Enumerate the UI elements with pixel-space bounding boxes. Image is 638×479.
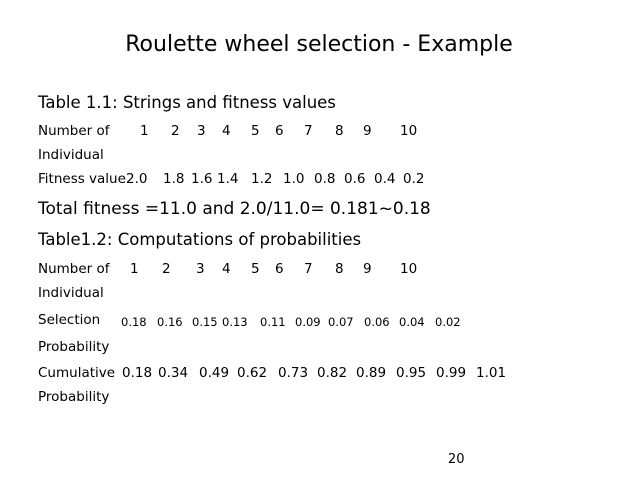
- table2-number-label: Number of: [38, 261, 110, 277]
- table2-selection-1: 0.18: [121, 315, 147, 329]
- table1-individual-2: 2: [171, 123, 180, 139]
- table1-individual-6: 6: [275, 123, 284, 139]
- table2-selection-2: 0.16: [157, 315, 183, 329]
- table2-cumulative-2: 0.34: [158, 365, 189, 381]
- table2-cumulative-7: 0.89: [356, 365, 387, 381]
- table2-selection-3: 0.15: [192, 315, 218, 329]
- table2-selection-7: 0.07: [328, 315, 354, 329]
- table2-individual-1: 1: [130, 261, 139, 277]
- table1-fitness-5: 1.2: [251, 171, 273, 187]
- table2-cumulative-6: 0.82: [317, 365, 348, 381]
- table1-individual-4: 4: [222, 123, 231, 139]
- total-fitness-line: Total fitness =11.0 and 2.0/11.0= 0.181~0.18: [38, 199, 431, 219]
- table1-fitness-7: 0.8: [314, 171, 336, 187]
- table2-individual-3: 3: [196, 261, 205, 277]
- table1-fitness-3: 1.6: [191, 171, 213, 187]
- table1-individual-label: Individual: [38, 147, 104, 163]
- table2-individual-10: 10: [400, 261, 418, 277]
- table2-cumulative-8: 0.95: [396, 365, 427, 381]
- table1-fitness-6: 1.0: [283, 171, 305, 187]
- table2-selection-4: 0.13: [222, 315, 248, 329]
- table1-fitness-label: Fitness value: [38, 171, 126, 187]
- table2-cumulative-label: Cumulative: [38, 365, 116, 381]
- table1-fitness-4: 1.4: [217, 171, 239, 187]
- table1-fitness-8: 0.6: [344, 171, 366, 187]
- table2-cumulative-1: 0.18: [122, 365, 153, 381]
- table1-fitness-1: 2.0: [126, 171, 148, 187]
- table1-fitness-2: 1.8: [163, 171, 185, 187]
- table2-caption: Table1.2: Computations of probabilities: [38, 230, 362, 249]
- table2-individual-4: 4: [222, 261, 231, 277]
- table2-individual-9: 9: [363, 261, 372, 277]
- table1-individual-3: 3: [197, 123, 206, 139]
- table1-individual-10: 10: [400, 123, 418, 139]
- table1-individual-7: 7: [304, 123, 313, 139]
- table2-selection-6: 0.09: [295, 315, 321, 329]
- table1-individual-9: 9: [363, 123, 372, 139]
- table1-individual-1: 1: [140, 123, 149, 139]
- table2-cumulative-5: 0.73: [278, 365, 309, 381]
- table2-individual-6: 6: [275, 261, 284, 277]
- table2-selection-8: 0.06: [364, 315, 390, 329]
- table2-individual-2: 2: [162, 261, 171, 277]
- table2-individual-label: Individual: [38, 285, 104, 301]
- page-number: 20: [448, 452, 465, 467]
- table1-individual-5: 5: [251, 123, 260, 139]
- table2-selection-10: 0.02: [435, 315, 461, 329]
- table2-individual-5: 5: [251, 261, 260, 277]
- table2-cumulative-3: 0.49: [199, 365, 230, 381]
- table1-fitness-9: 0.4: [374, 171, 396, 187]
- table2-selection-label: Selection: [38, 312, 101, 328]
- slide-title: Roulette wheel selection - Example: [125, 32, 513, 57]
- table2-individual-7: 7: [304, 261, 313, 277]
- table2-cumulative-4: 0.62: [237, 365, 268, 381]
- table2-cumulative-10: 1.01: [476, 365, 507, 381]
- table1-fitness-10: 0.2: [403, 171, 425, 187]
- table2-cumulative-9: 0.99: [436, 365, 467, 381]
- table2-selection-9: 0.04: [399, 315, 425, 329]
- table2-selection-5: 0.11: [260, 315, 286, 329]
- table2-cumulative-label2: Probability: [38, 389, 110, 405]
- table2-selection-label2: Probability: [38, 339, 110, 355]
- table1-individual-8: 8: [335, 123, 344, 139]
- table2-individual-8: 8: [335, 261, 344, 277]
- table1-caption: Table 1.1: Strings and fitness values: [38, 93, 336, 112]
- table1-number-label: Number of: [38, 123, 110, 139]
